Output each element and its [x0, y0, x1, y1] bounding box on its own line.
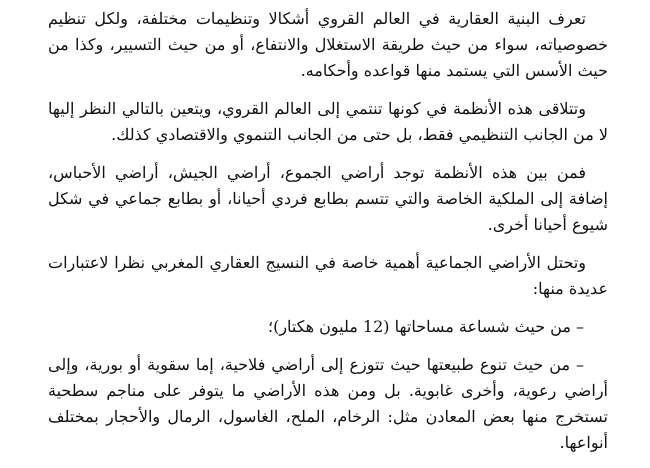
bullet-area: – من حيث شساعة مساحاتها (12 مليون هكتار)؛ — [268, 317, 584, 336]
paragraph-collective-lands: وتحتل الأراضي الجماعية أهمية خاصة في النسيج العقاري المغربي نظرا لاعتبارات عديدة منها: — [48, 253, 608, 298]
bullet-diversity: – من حيث تنوع طبيعتها حيث تتوزع إلى أراضي فلاحية، إما سقوية أو بورية، وإلى أراضي رعوية، وأخرى غابوية. بل ومن هذه الأراضي ما يتوفر على مناجم سطحية تستخرج منها بعض المعادن مثل: الرخام، الملح، الغاسول، الرمال والأحجار بمختلف أنواعها. — [48, 355, 608, 452]
document-body — [48, 6, 608, 468]
paragraph-land-systems: فمن بين هذه الأنظمة توجد أراضي الجموع، أراضي الجيش، أراضي الأحباس، إضافة إلى الملكية الخاصة والتي تتسم بطابع فردي أحيانا، أو بطابع جماعي في شكل شيوع أحيانا أخرى. — [48, 163, 608, 234]
paragraph-convergence: وتتلاقى هذه الأنظمة في كونها تنتمي إلى العالم القروي، ويتعين بالتالي النظر إليها لا من الجانب التنظيمي فقط، بل حتى من الجانب التنموي والاقتصادي كذلك. — [48, 99, 608, 144]
paragraph-intro: تعرف البنية العقارية في العالم القروي أشكالا وتنظيمات مختلفة، ولكل تنظيم خصوصياته، سواء من حيث طريقة الاستغلال والانتفاع، أو من حيث التسيير، وكذا من حيث الأسس التي يستمد منها قواعده وأحكامه. — [48, 9, 608, 80]
